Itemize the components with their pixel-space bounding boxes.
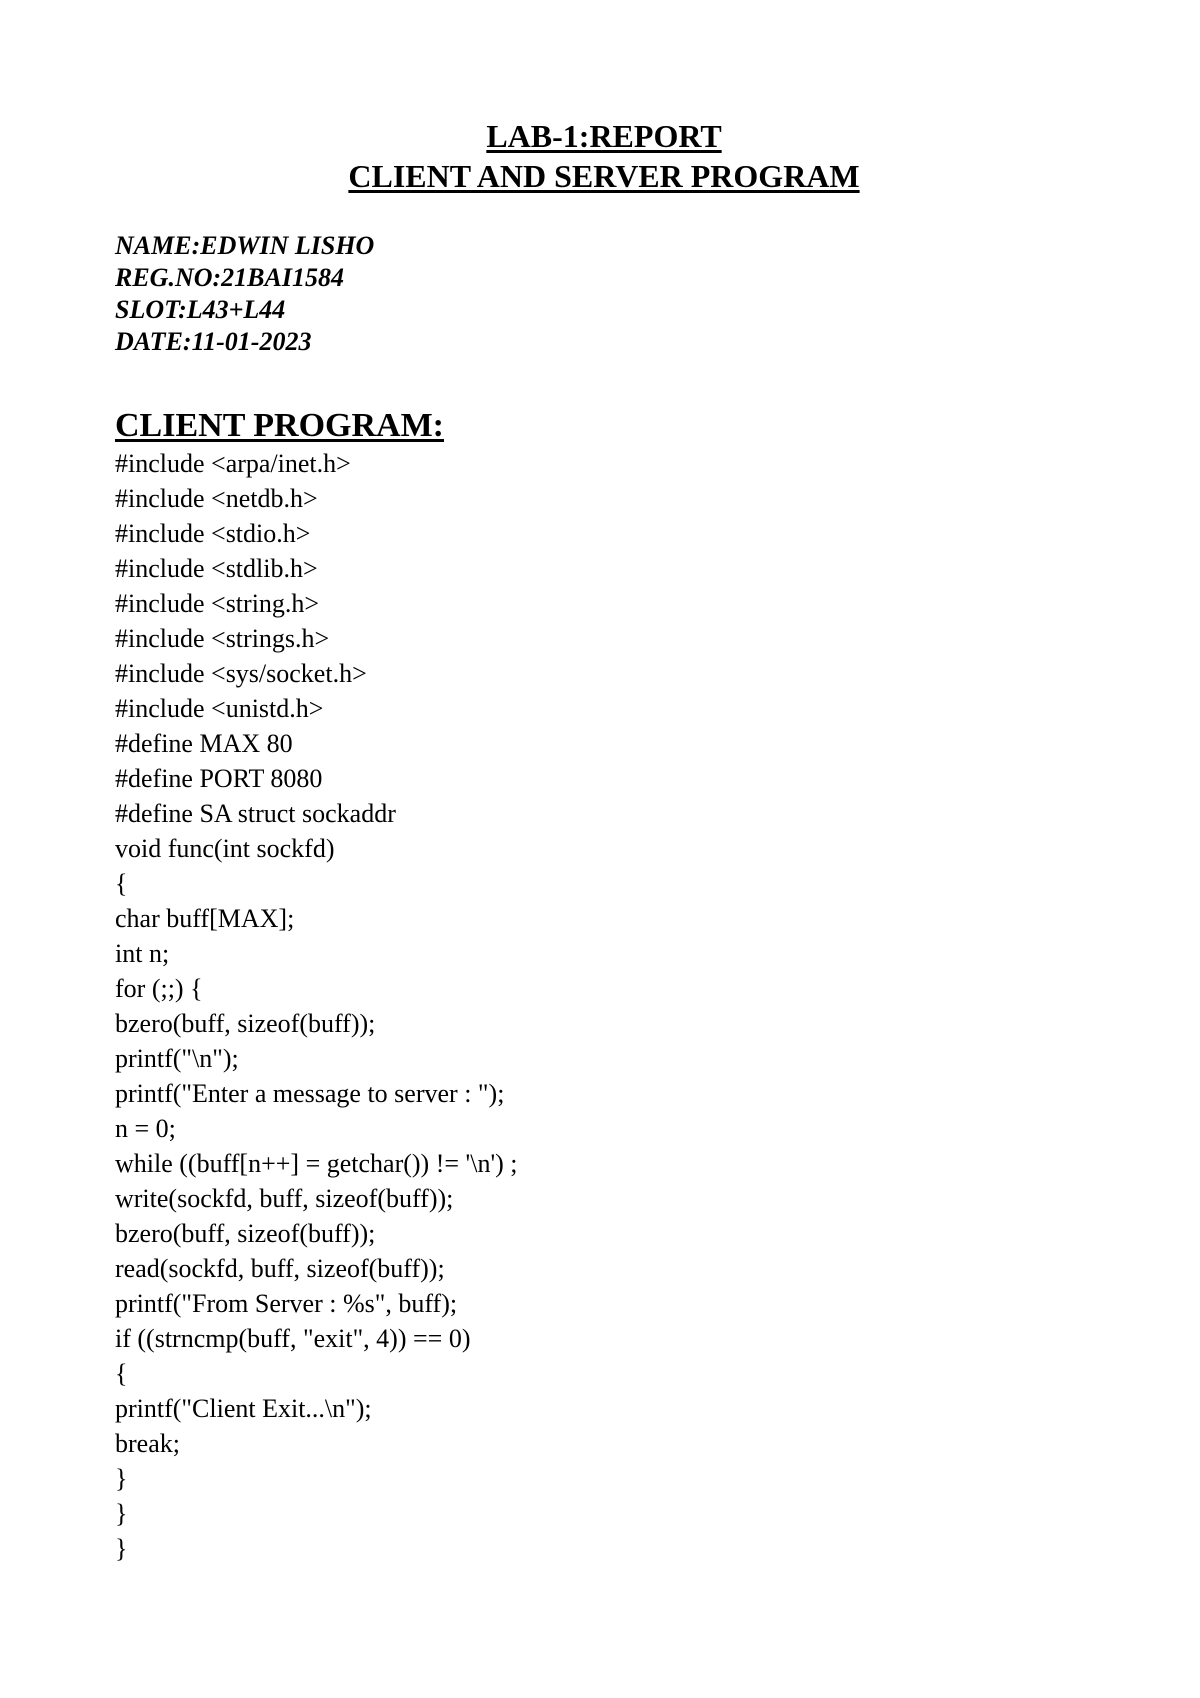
title-text-2: CLIENT AND SERVER PROGRAM (348, 158, 860, 194)
code-line: #include <sys/socket.h> (115, 659, 367, 688)
title-text-1: LAB-1:REPORT (486, 118, 722, 154)
code-line: #include <strings.h> (115, 624, 330, 653)
code-line: #define MAX 80 (115, 729, 293, 758)
code-line: { (115, 869, 128, 898)
code-line: printf("From Server : %s", buff); (115, 1289, 458, 1318)
code-line: #include <netdb.h> (115, 484, 318, 513)
lab-slot: SLOT:L43+L44 (115, 295, 286, 324)
code-line: read(sockfd, buff, sizeof(buff)); (115, 1254, 445, 1283)
code-line: int n; (115, 939, 170, 968)
code-line: write(sockfd, buff, sizeof(buff)); (115, 1184, 454, 1213)
document-title (0, 116, 1200, 196)
registration-number: REG.NO:21BAI1584 (115, 263, 344, 292)
code-listing (115, 446, 518, 1566)
title-line-2 (8, 156, 1200, 196)
code-line: #include <stdlib.h> (115, 554, 318, 583)
code-line: } (115, 1464, 128, 1493)
code-line: } (115, 1534, 128, 1563)
report-date: DATE:11-01-2023 (115, 327, 312, 356)
code-line: break; (115, 1429, 180, 1458)
student-name: NAME:EDWIN LISHO (115, 231, 375, 260)
code-line: printf("Enter a message to server : "); (115, 1079, 505, 1108)
code-line: #include <arpa/inet.h> (115, 449, 351, 478)
code-line: { (115, 1359, 128, 1388)
code-line: if ((strncmp(buff, "exit", 4)) == 0) (115, 1324, 471, 1353)
code-line: #include <unistd.h> (115, 694, 324, 723)
code-line: char buff[MAX]; (115, 904, 295, 933)
code-line: printf("\n"); (115, 1044, 239, 1073)
code-line: printf("Client Exit...\n"); (115, 1394, 372, 1423)
code-line: n = 0; (115, 1114, 176, 1143)
code-line: #include <string.h> (115, 589, 320, 618)
student-details (115, 230, 374, 358)
code-line: for (;;) { (115, 974, 203, 1003)
code-line: #define PORT 8080 (115, 764, 323, 793)
section-heading: CLIENT PROGRAM: (115, 407, 444, 444)
code-line: #define SA struct sockaddr (115, 799, 396, 828)
code-line: while ((buff[n++] = getchar()) != '\n') ; (115, 1149, 518, 1178)
code-line: bzero(buff, sizeof(buff)); (115, 1219, 376, 1248)
code-line: } (115, 1499, 128, 1528)
code-line: void func(int sockfd) (115, 834, 335, 863)
code-line: bzero(buff, sizeof(buff)); (115, 1009, 376, 1038)
code-line: #include <stdio.h> (115, 519, 311, 548)
title-line-1 (8, 116, 1200, 156)
